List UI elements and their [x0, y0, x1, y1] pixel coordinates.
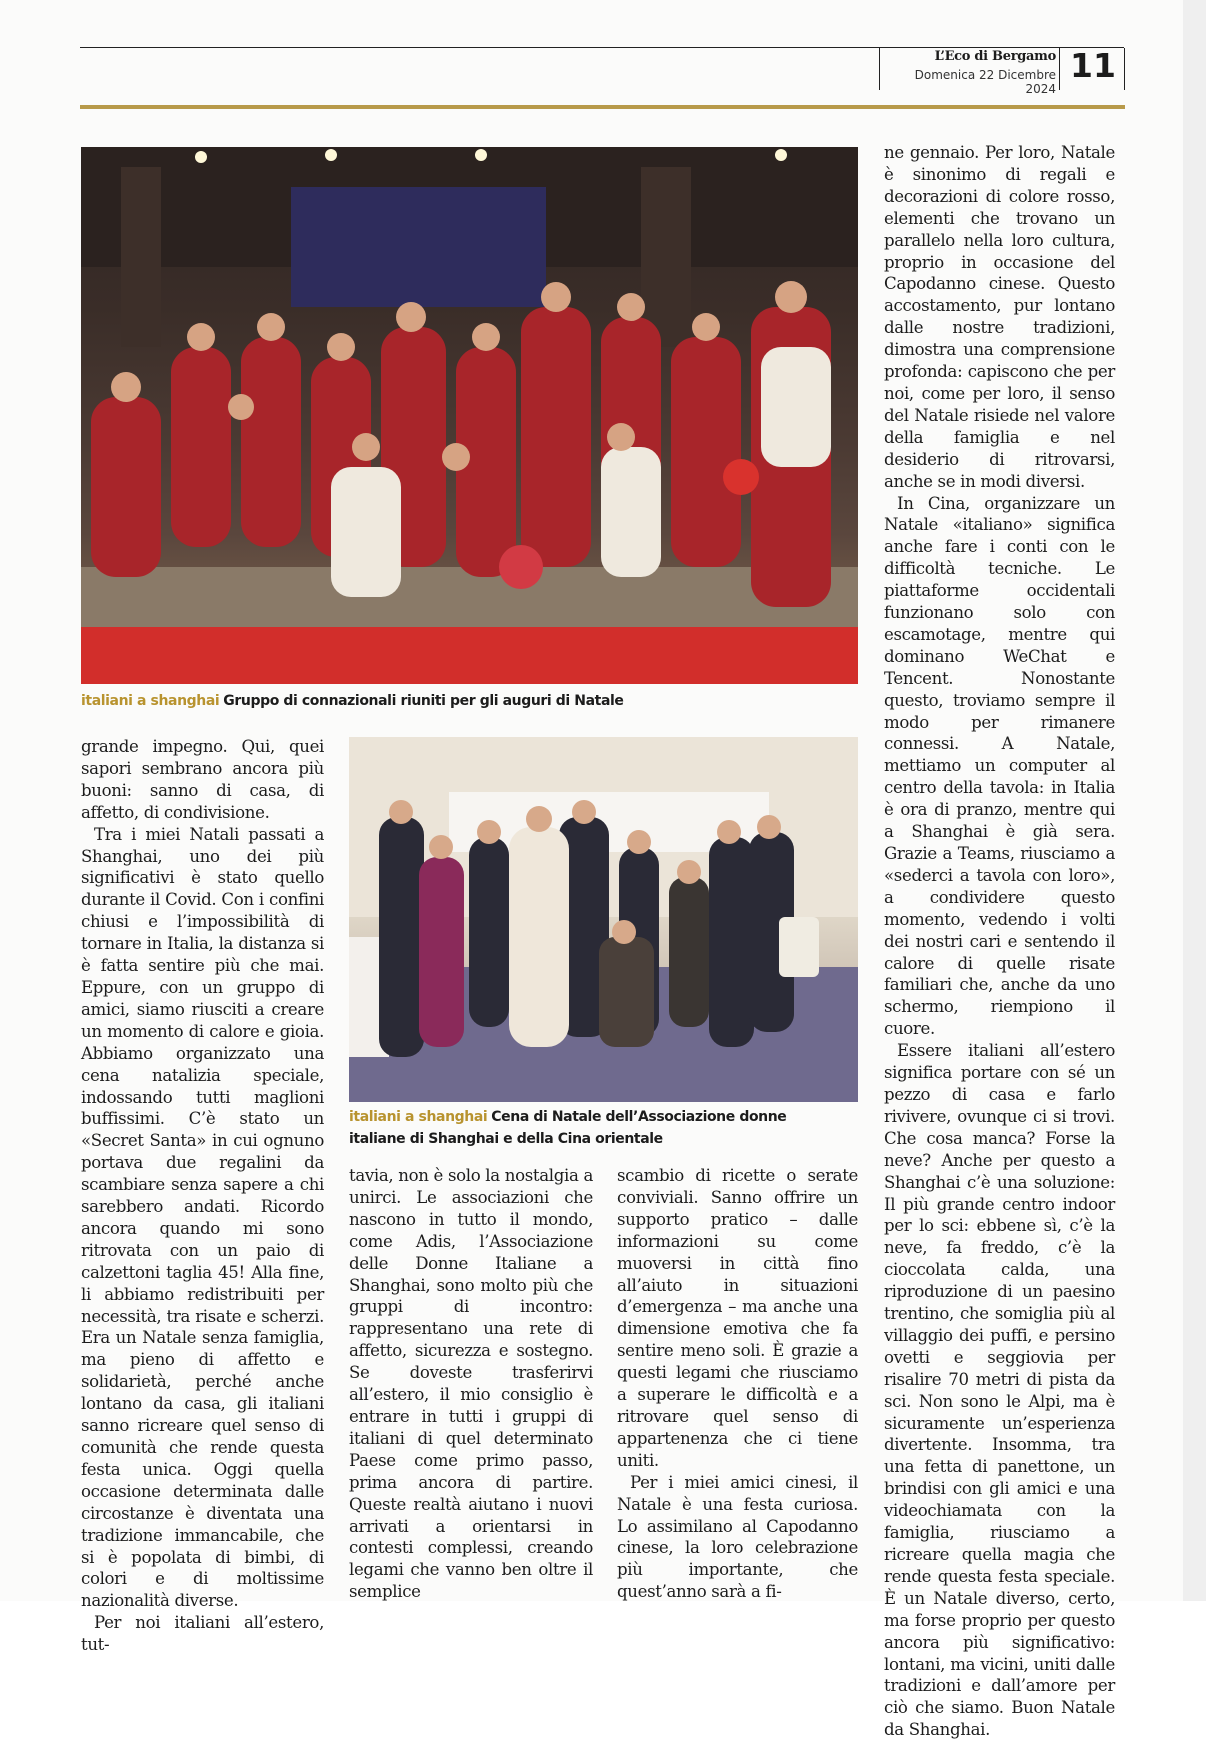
header-gold-rule: [80, 105, 1125, 109]
paragraph: Per i miei amici cinesi, il Natale è una festa curiosa. Lo assimilano al Capodanno cinese, la loro celebrazione più importante, che quest’anno sarà a fi-: [617, 1472, 858, 1602]
paragraph: scambio di ricette o serate conviviali. Sanno offrire un supporto pratico – dalle informazioni su come muoversi in città fino all’aiuto in situazioni d’emergenza – ma anche una dimensione emotiva che fa sentire meno soli. È grazie a questi legami che riusciamo a superare le difficoltà e a ritrovare quel senso di appartenenza che ci tiene uniti.: [617, 1166, 858, 1470]
photo-caption-top: [81, 690, 858, 712]
caption-kicker: italiani a shanghai: [349, 1109, 488, 1125]
dinner-photo-illustration: [349, 737, 858, 1102]
group-photo-illustration: [81, 147, 858, 684]
paragraph: grande impegno. Qui, quei sapori sembrano ancora più buoni: sanno di casa, di affetto, di condivisione.: [81, 737, 324, 822]
caption-kicker: italiani a shanghai: [81, 693, 220, 709]
article-column-4: [884, 142, 1115, 1741]
paragraph: ne gennaio. Per loro, Natale è sinonimo di regali e decorazioni di colore rosso, elementi che trovano un parallelo nella loro cultura, proprio in occasione del Capodanno cinese. Questo accostamento, pur lontano dalle nostre tradizioni, dimostra una comprensione profonda: capiscono che per noi, come per loro, il senso del Natale risiede nel valore della famiglia e nel desiderio di ritrovarsi, anche se in modi diversi.: [884, 143, 1115, 491]
page-edge: [1183, 0, 1206, 1601]
article-column-1: [81, 736, 324, 1656]
header-divider: [879, 48, 880, 90]
photo-caption-middle: [349, 1106, 819, 1150]
paragraph: Tra i miei Natali passati a Shanghai, uno dei più significativi è stato quello durante il Covid. Con i confini chiusi e l’impossibilità di tornare in Italia, la distanza si è fatta sentire più che mai. Eppure, con un gruppo di amici, siamo riusciti a creare un momento di calore e gioia. Abbiamo organizzato una cena natalizia speciale, indossando tutti maglioni buffissimi. C’è stato un «Secret Santa» in cui ognuno portava due regalini da scambiare senza sapere a chi sarebbero andati. Ricordo ancora quando mi sono ritrovata con un paio di calzettoni taglia 45! Alla fine, li abbiamo redistribuiti per necessità, tra risate e scherzi. Era un Natale senza famiglia, ma pieno di affetto e solidarietà, perché anche lontano da casa, gli italiani sanno ricreare quel senso di comunità che rende questa festa unica. Oggi quella occasione determinata dalle circostanze è diventata una tradizione immancabile, che si è popolata di bimbi, di colori e di moltissime nazionalità diverse.: [81, 824, 324, 1611]
article-column-2: [349, 1165, 593, 1603]
paragraph: Per noi italiani all’estero, tut-: [81, 1613, 324, 1655]
page-number: 11: [1070, 46, 1116, 85]
paragraph: In Cina, organizzare un Natale «italiano» significa anche fare i conti con le difficoltà tecniche. Le piattaforme occidentali funzionano solo con escamotage, mentre qui dominano WeChat e Tencent. Nonostante questo, troviamo sempre il modo per rimanere connessi. A Natale, mettiamo un computer al centro della tavola: in Italia è ora di pranzo, mentre qui a Shanghai è già sera. Grazie a Teams, riusciamo a «sederci a tavola con loro», a condividere questo momento, vedendo i volti dei nostri cari e sentendo il calore di quelle risate familiari che, anche da uno schermo, riempiono il cuore.: [884, 493, 1115, 1039]
header-divider: [1059, 48, 1060, 90]
paragraph: Essere italiani all’estero significa portare con sé un pezzo di casa e farlo rivivere, ovunque ci si trovi. Che cosa manca? Forse la neve? Anche per questo a Shanghai c’è una soluzione: Il più grande centro indoor per lo sci: ebbene sì, c’è la neve, fa freddo, c’è la cioccolata calda, una riproduzione di un paesino trentino, che somiglia più al villaggio dei puffi, e persino ovetti e seggiovia per risalire 70 metri di pista da sci. Non sono le Alpi, ma è sicuramente un’esperienza divertente. Insomma, tra una fetta di panettone, un brindisi con gli amici e una videochiamata con la famiglia, riusciamo a ricreare quella magia che rende questa festa speciale. È un Natale diverso, certo, ma forse proprio per questo ancora più significativo: lontani, ma vicini, uniti dalle tradizioni e dall’amore per ciò che siamo. Buon Natale da Shanghai.: [884, 1041, 1115, 1740]
caption-text: Cena di Natale dell’Associazione donne italiane di Shanghai e della Cina orientale: [349, 1109, 787, 1147]
paragraph: tavia, non è solo la nostalgia a unirci. Le associazioni che nascono in tutto il mondo, come Adis, l’Associazione delle Donne Italiane a Shanghai, sono molto più che gruppi di incontro: rappresentano una rete di affetto, sicurezza e sostegno. Se doveste trasferirvi all’estero, il mio consiglio è entrare in tutti i gruppi di italiani di quel determinato Paese come primo passo, prima ancora di partire. Queste realtà aiutano i nuovi arrivati a orientarsi in contesti complessi, creando legami che vanno ben oltre il semplice: [349, 1166, 593, 1602]
header-divider: [1124, 48, 1125, 90]
caption-text: Gruppo di connazionali riuniti per gli auguri di Natale: [223, 693, 624, 709]
group-photo-christmas-party: [81, 147, 858, 684]
association-dinner-photo: [349, 737, 858, 1102]
header-top-rule: [80, 47, 1124, 48]
newspaper-name: L’Eco di Bergamo: [934, 49, 1056, 64]
article-column-3: [617, 1165, 858, 1603]
issue-date: Domenica 22 Dicembre 2024: [914, 68, 1056, 96]
